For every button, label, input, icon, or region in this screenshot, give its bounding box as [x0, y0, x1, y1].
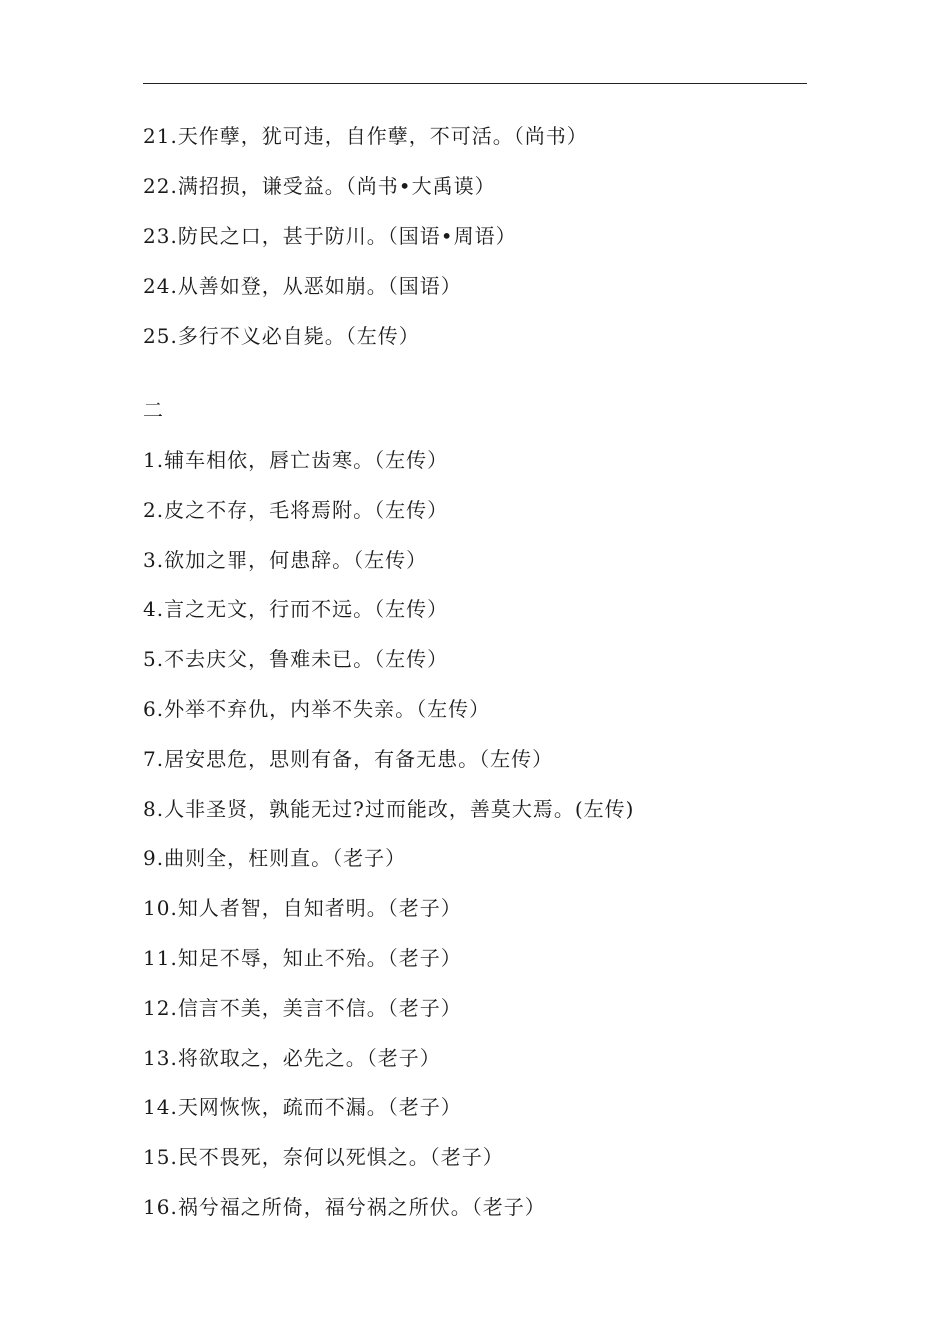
list-item — [143, 1045, 441, 1071]
item-number: 25. — [143, 324, 178, 348]
item-number: 24. — [143, 274, 178, 298]
item-number: 10. — [143, 896, 178, 920]
list-item — [143, 845, 406, 871]
item-text: 多行不义必自毙。（左传） — [177, 324, 420, 348]
list-item — [143, 796, 634, 822]
item-number: 1. — [143, 448, 165, 472]
list-item — [143, 547, 427, 573]
item-number: 6. — [143, 697, 165, 721]
item-text: 将欲取之，必先之。（老子） — [177, 1046, 441, 1070]
item-number: 8. — [143, 797, 165, 821]
item-text: 不去庆父，鲁难未已。（左传） — [164, 647, 449, 671]
item-text: 言之无文，行而不远。（左传） — [164, 597, 449, 621]
item-text: 天作孽，犹可违，自作孽，不可活。（尚书） — [177, 124, 588, 148]
list-item — [143, 1094, 462, 1120]
list-item — [143, 895, 462, 921]
item-text: 辅车相依，唇亡齿寒。（左传） — [164, 448, 449, 472]
item-number: 2. — [143, 498, 165, 522]
item-text: 信言不美，美言不信。（老子） — [177, 996, 462, 1020]
item-number: 11. — [143, 946, 178, 970]
header-rule — [143, 83, 807, 84]
item-text: 知人者智，自知者明。（老子） — [177, 896, 462, 920]
item-text: 天网恢恢，疏而不漏。（老子） — [177, 1095, 462, 1119]
list-item — [143, 173, 496, 199]
list-item — [143, 746, 553, 772]
list-item — [143, 273, 462, 299]
item-text: 欲加之罪，何患辞。（左传） — [164, 548, 428, 572]
list-item — [143, 497, 448, 523]
item-text: 人非圣贤，孰能无过?过而能改，善莫大焉。(左传) — [164, 797, 635, 821]
list-item — [143, 223, 517, 249]
item-text: 知足不辱，知止不殆。（老子） — [177, 946, 462, 970]
list-item — [143, 323, 420, 349]
item-number: 15. — [143, 1145, 178, 1169]
list-item — [143, 1144, 504, 1170]
list-item — [143, 447, 448, 473]
item-number: 12. — [143, 996, 178, 1020]
item-text: 民不畏死，奈何以死惧之。（老子） — [177, 1145, 504, 1169]
item-text: 皮之不存，毛将焉附。（左传） — [164, 498, 449, 522]
list-item — [143, 1194, 546, 1220]
item-number: 5. — [143, 647, 165, 671]
item-text: 从善如登，从恶如崩。（国语） — [177, 274, 462, 298]
item-number: 16. — [143, 1195, 178, 1219]
item-text: 防民之口，甚于防川。（国语•周语） — [177, 224, 517, 248]
item-number: 13. — [143, 1046, 178, 1070]
section-heading: 二 — [143, 398, 164, 422]
item-number: 9. — [143, 846, 165, 870]
item-text: 外举不弃仇，内举不失亲。（左传） — [164, 697, 491, 721]
list-item — [143, 696, 490, 722]
list-item — [143, 596, 448, 622]
item-number: 14. — [143, 1095, 178, 1119]
item-text: 祸兮福之所倚，福兮祸之所伏。（老子） — [177, 1195, 546, 1219]
item-text: 满招损，谦受益。（尚书•大禹谟） — [177, 174, 496, 198]
item-number: 21. — [143, 124, 178, 148]
list-item — [143, 646, 448, 672]
item-number: 4. — [143, 597, 165, 621]
item-text: 曲则全，枉则直。（老子） — [164, 846, 407, 870]
list-item — [143, 123, 588, 149]
item-number: 3. — [143, 548, 165, 572]
list-item — [143, 995, 462, 1021]
item-number: 7. — [143, 747, 165, 771]
item-number: 22. — [143, 174, 178, 198]
item-number: 23. — [143, 224, 178, 248]
list-item — [143, 945, 462, 971]
item-text: 居安思危，思则有备，有备无患。（左传） — [164, 747, 554, 771]
